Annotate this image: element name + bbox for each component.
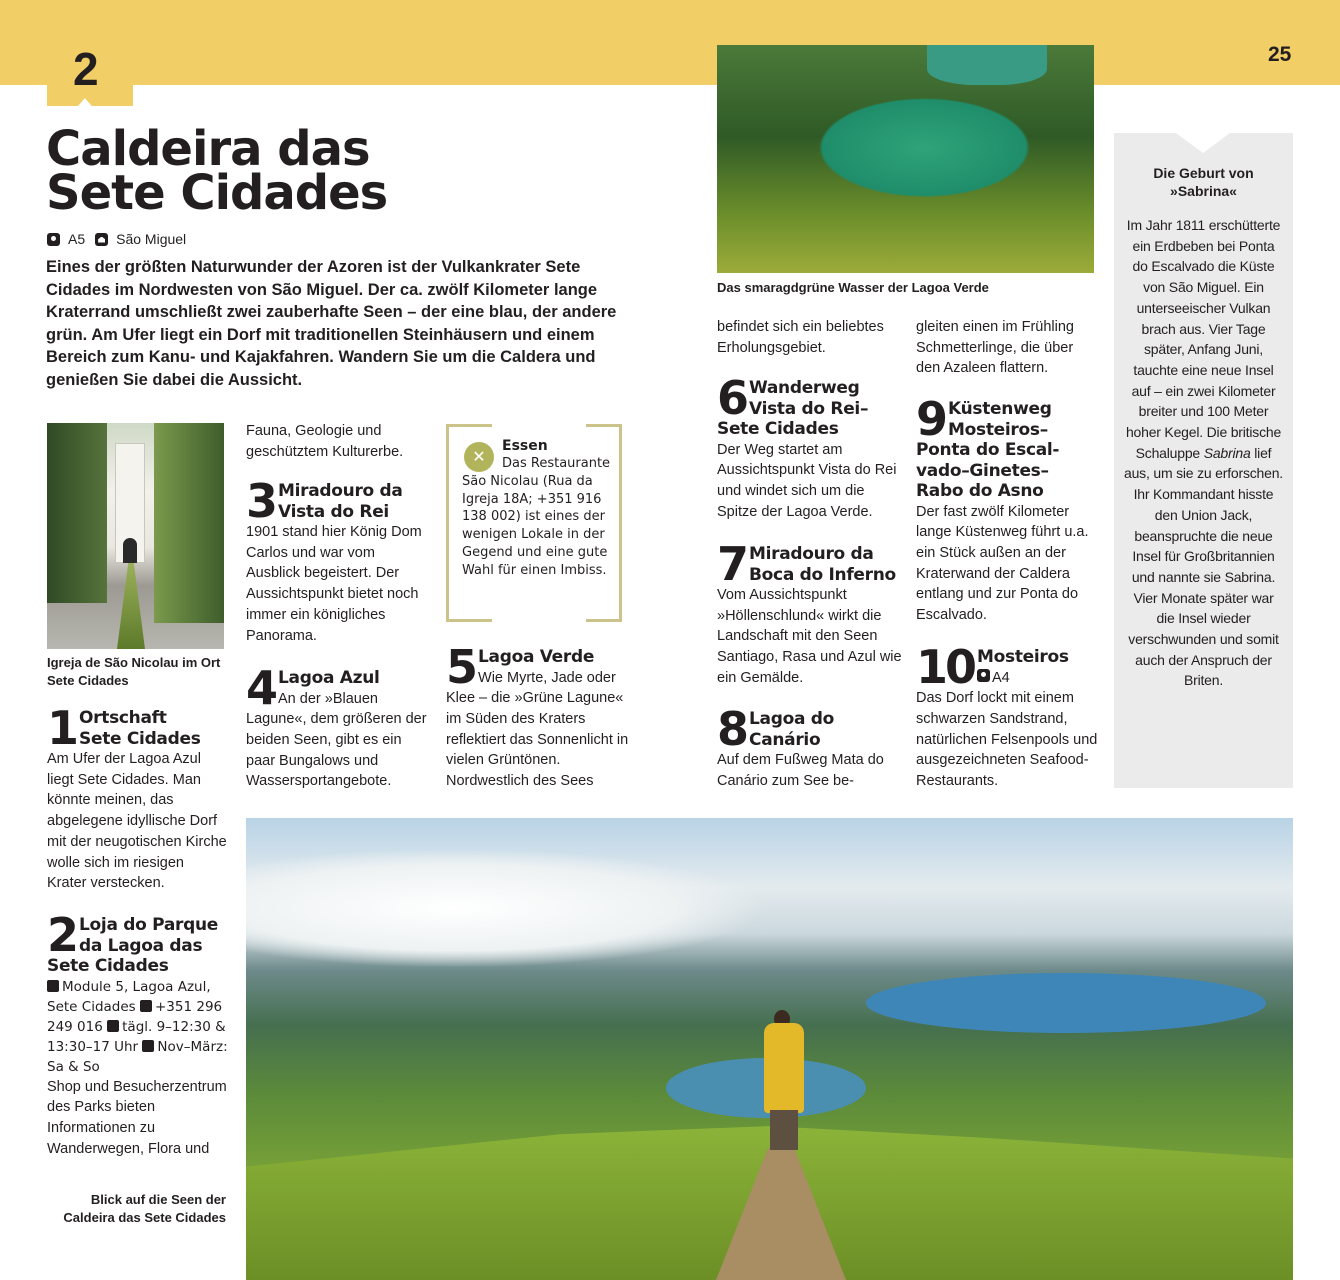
poi-5 — [446, 640, 631, 792]
poi-text: Am Ufer der Lagoa Azul liegt Sete Cidades. Man könnte meinen, das abgelegene idyllische Dorf mit der neugotischen Kirche wolle sich im riesigen Krater verstecken. — [47, 751, 227, 892]
header-bar — [0, 0, 1340, 85]
closed-days: Nov–März: Sa & So — [47, 1038, 228, 1075]
poi-2 — [47, 908, 232, 1159]
poi-8-continued: gleiten einen im Frühling Schmetterlinge, die über den Azaleen flattern. — [916, 319, 1074, 377]
poi-number: 5 — [446, 640, 476, 694]
title-line-2: Sete Cidades — [46, 165, 388, 221]
poi-1 — [47, 701, 227, 894]
poi-title-cont: Ponta do Escal- — [916, 440, 1060, 460]
essen-heading: Essen — [502, 438, 548, 454]
poi-title: Wanderweg — [749, 378, 860, 398]
poi-number: 1 — [47, 701, 77, 755]
poi-text: Der fast zwölf Kilometer lange Küstenweg führt u.a. ein Stück außen an der Kraterwand der Caldera entlang und zur Ponta do Escalvado. — [916, 503, 1089, 624]
essen-text — [462, 455, 614, 580]
poi-9 — [916, 392, 1106, 626]
poi-title-cont: Sete Cidades — [47, 956, 169, 976]
poi-title-cont: vado–Ginetes– — [916, 460, 1049, 481]
essen-text-body: Das Restaurante São Nicolau (Rua da Igreja 18A; +351 916 138 002) ist eines der wenigen Lokale in der Gegend und eine gute Wahl für einen Imbiss. — [462, 456, 611, 578]
poi-title-cont: Canário — [749, 729, 821, 750]
closed-calendar-icon — [142, 1040, 154, 1052]
poi-info — [47, 977, 232, 1077]
map-reference: A5 — [68, 231, 86, 247]
poi-10 — [916, 640, 1106, 792]
home-icon — [95, 233, 108, 246]
poi-title: Mosteiros — [977, 647, 1069, 667]
poi-number: 8 — [717, 702, 747, 756]
page-number: 25 — [1268, 43, 1292, 66]
poi-title: Lagoa Verde — [478, 647, 595, 667]
phone: +351 296 249 016 — [47, 998, 223, 1035]
chapter-number: 2 — [73, 43, 99, 95]
poi-title: Lagoa Azul — [278, 668, 380, 688]
poi-number: 3 — [246, 474, 276, 528]
lagoa-verde-photo — [717, 45, 1094, 273]
poi-title: Ortschaft — [79, 708, 167, 728]
title-line-1: Caldeira das — [46, 121, 370, 177]
poi-title: Miradouro da — [749, 544, 874, 564]
clock-icon — [107, 1020, 119, 1032]
poi-title-cont: Mosteiros– — [948, 419, 1048, 440]
hours: tägl. 9–12:30 & 13:30–17 Uhr — [47, 1018, 226, 1055]
poi-title-cont: Vista do Rei — [278, 501, 389, 522]
poi-number: 10 — [916, 640, 975, 694]
sidebar-text — [1124, 215, 1283, 691]
poi-title-cont: Sete Cidades — [717, 419, 839, 439]
church-photo — [47, 423, 224, 649]
poi-text: Der Weg startet am Aussichtspunkt Vista do Rei und windet sich um die Spitze der Lagoa Verde. — [717, 441, 897, 520]
poi-text: 1901 stand hier König Dom Carlos und war vom Ausblick begeistert. Der Aussichtspunkt bietet noch immer ein königliches Panorama. — [246, 524, 422, 644]
poi-title: Loja do Parque — [79, 915, 218, 935]
poi-title-cont: da Lagoa das — [79, 935, 203, 956]
poi-6 — [717, 371, 902, 522]
sidebar-italic: Sabrina — [1203, 444, 1251, 461]
map-reference: A4 — [992, 669, 1010, 686]
church-photo-caption: Igreja de São Nicolau im Ort Sete Cidades — [47, 655, 221, 688]
sidebar-heading-line-1: Die Geburt von — [1153, 165, 1254, 181]
poi-2-continued: Fauna, Geologie und geschütztem Kulturerbe. — [246, 423, 404, 460]
poi-3 — [246, 474, 428, 646]
map-pin-icon — [977, 669, 990, 682]
fork-knife-icon: ✕ — [464, 442, 494, 472]
sidebar-box — [1114, 133, 1293, 788]
poi-title-cont: Boca do Inferno — [749, 564, 896, 585]
poi-7 — [717, 537, 902, 689]
caldeira-hiker-photo — [246, 818, 1293, 1280]
map-pin-icon — [47, 233, 60, 246]
location-name: São Miguel — [116, 231, 187, 247]
poi-number: 2 — [47, 908, 77, 962]
poi-text-first: Wie Myrte, Jade oder — [478, 669, 616, 686]
poi-number: 9 — [916, 392, 946, 446]
poi-title-cont: Vista do Rei– — [749, 398, 869, 419]
hiker-photo-caption: Blick auf die Seen der Caldeira das Sete Cidades — [63, 1192, 226, 1225]
address: Module 5, Lagoa Azul, Sete Cidades — [47, 978, 211, 1015]
sidebar-heading-line-2: »Sabrina« — [1170, 183, 1237, 199]
sidebar-heading — [1114, 164, 1293, 200]
poi-text: Auf dem Fußweg Mata do Canário zum See be- — [717, 752, 884, 789]
home-icon — [47, 980, 59, 992]
intro-paragraph: Eines der größten Naturwunder der Azoren ist der Vulkankrater Sete Cidades im Nordwesten von São Miguel. Der ca. zwölf Kilometer lange Kraterrand umschließt zwei zauberhafte Seen – der eine blau, der andere grün. Am Ufer liegt ein Dorf mit traditionellen Steinhäusern und einem Bereich zum Kanu- und Kajakfahren. Wandern Sie um die Caldera und genießen Sie dabei die Aussicht. — [46, 258, 617, 389]
poi-4 — [246, 661, 428, 792]
sidebar-text-a: Im Jahr 1811 erschütterte ein Erdbeben bei Ponta do Escalvado die Küste von São Miguel. Ein unterseeischer Vulkan brach aus. Vier Tage später, Anfang Juni, tauchte eine neue Insel auf – ein zwei Kilometer breiter und 100 Meter hoher Kegel. Die britische Schaluppe — [1125, 217, 1282, 461]
poi-text: Shop und Besucherzentrum des Parks bieten Informationen zu Wanderwegen, Flora und — [47, 1078, 227, 1157]
location-meta — [47, 231, 186, 247]
poi-number: 4 — [246, 661, 276, 715]
sidebar-text-b: lief aus, um sie zu erforschen. Ihr Kommandant hisste den Union Jack, beanspruchte die neue Insel für Großbritannien und nannte sie Sabrina. Vier Monate später war die Insel wieder verschwunden und somit auch der Anspruch der Briten. — [1124, 444, 1283, 689]
poi-number: 6 — [717, 371, 747, 425]
essen-box — [446, 424, 622, 622]
poi-text: Vom Aussichtspunkt »Höllenschlund« wirkt die Landschaft mit den Seen Santiago, Rasa und Azul wie ein Gemälde. — [717, 587, 902, 686]
poi-number: 7 — [717, 537, 747, 591]
poi-title-cont: Sete Cidades — [79, 728, 201, 749]
poi-8 — [717, 702, 897, 791]
poi-text: Klee – die »Grüne Lagune« im Süden des Kraters reflektiert das Sonnenlicht in vielen Grüntönen. Nordwestlich des Sees — [446, 690, 629, 790]
page-title — [46, 121, 388, 221]
poi-title: Lagoa do — [749, 709, 835, 729]
phone-icon — [140, 1000, 152, 1012]
poi-text: Lagune«, dem größeren der beiden Seen, gibt es ein paar Bungalows und Wassersportangebote. — [246, 711, 427, 790]
poi-title: Küstenweg — [948, 399, 1052, 419]
poi-5-continued: befindet sich ein beliebtes Erholungsgebiet. — [717, 319, 884, 356]
poi-text-first: An der »Blauen — [278, 690, 378, 707]
poi-title: Miradouro da — [278, 481, 403, 501]
poi-text: Das Dorf lockt mit einem schwarzen Sandstrand, natürlichen Felsenpools und ausgezeichneten Seafood-Restaurants. — [916, 690, 1098, 790]
lake-photo-caption: Das smaragdgrüne Wasser der Lagoa Verde — [717, 280, 989, 295]
poi-title-cont: Rabo do Asno — [916, 481, 1044, 501]
